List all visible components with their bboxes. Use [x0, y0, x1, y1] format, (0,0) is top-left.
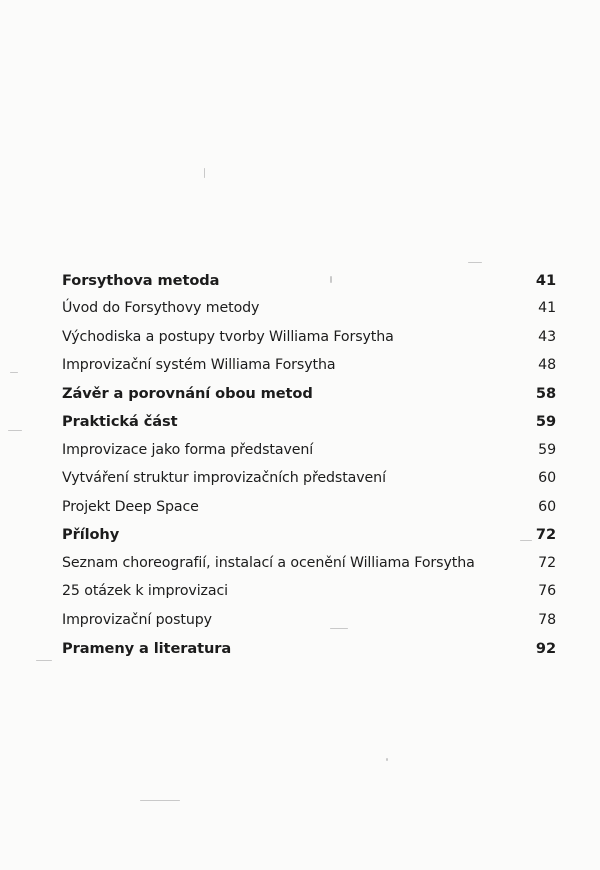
toc-entry-title: Závěr a porovnání obou metod [62, 384, 313, 402]
table-of-contents [62, 266, 556, 662]
toc-entry-page: 59 [538, 441, 556, 458]
toc-entry [62, 634, 556, 662]
scan-speck [468, 262, 482, 263]
toc-entry-page: 58 [535, 384, 556, 402]
toc-entry-title: Prameny a literatura [62, 639, 232, 657]
toc-entry-title: Vytváření struktur improvizačních představení [62, 470, 386, 487]
toc-entry [62, 379, 556, 407]
toc-entry-page: 43 [538, 328, 556, 345]
toc-entry-page: 60 [538, 470, 556, 487]
toc-entry [62, 351, 556, 379]
toc-entry [62, 407, 556, 435]
toc-entry [62, 266, 556, 294]
toc-entry [62, 323, 556, 351]
toc-entry [62, 577, 556, 605]
scan-speck [10, 372, 18, 373]
toc-entry [62, 521, 556, 549]
toc-entry-title: Forsythova metoda [62, 271, 220, 289]
toc-entry [62, 294, 556, 322]
toc-entry-page: 78 [538, 611, 556, 628]
toc-entry [62, 464, 556, 492]
toc-entry-title: Improvizační systém Williama Forsytha [62, 357, 336, 374]
toc-entry-page: 59 [535, 413, 556, 431]
toc-entry-title: Úvod do Forsythovy metody [62, 300, 260, 317]
toc-entry [62, 606, 556, 634]
toc-entry-title: Východiska a postupy tvorby Williama Forsytha [62, 328, 394, 345]
scan-speck [8, 430, 22, 431]
toc-entry-title: Přílohy [62, 526, 120, 544]
toc-entry-title: Improvizace jako forma představení [62, 441, 314, 458]
toc-entry-title: Seznam choreografií, instalací a ocenění Williama Forsytha [62, 555, 475, 572]
toc-entry-title: Projekt Deep Space [62, 498, 199, 515]
toc-entry-page: 72 [538, 555, 556, 572]
toc-entry-page: 72 [535, 526, 556, 544]
toc-entry-title: Praktická část [62, 413, 178, 431]
toc-entry-page: 60 [538, 498, 556, 515]
scan-speck [36, 660, 52, 661]
toc-entry [62, 549, 556, 577]
toc-entry-page: 48 [538, 357, 556, 374]
toc-entry [62, 492, 556, 520]
toc-entry-page: 41 [538, 300, 556, 317]
toc-entry-page: 92 [535, 639, 556, 657]
toc-entry-page: 41 [535, 271, 556, 289]
scan-speck [386, 758, 388, 761]
scan-speck [140, 800, 180, 801]
toc-entry-page: 76 [538, 583, 556, 600]
toc-entry-title: Improvizační postupy [62, 611, 212, 628]
toc-entry-title: 25 otázek k improvizaci [62, 583, 229, 600]
toc-entry [62, 436, 556, 464]
scan-speck [204, 168, 205, 178]
